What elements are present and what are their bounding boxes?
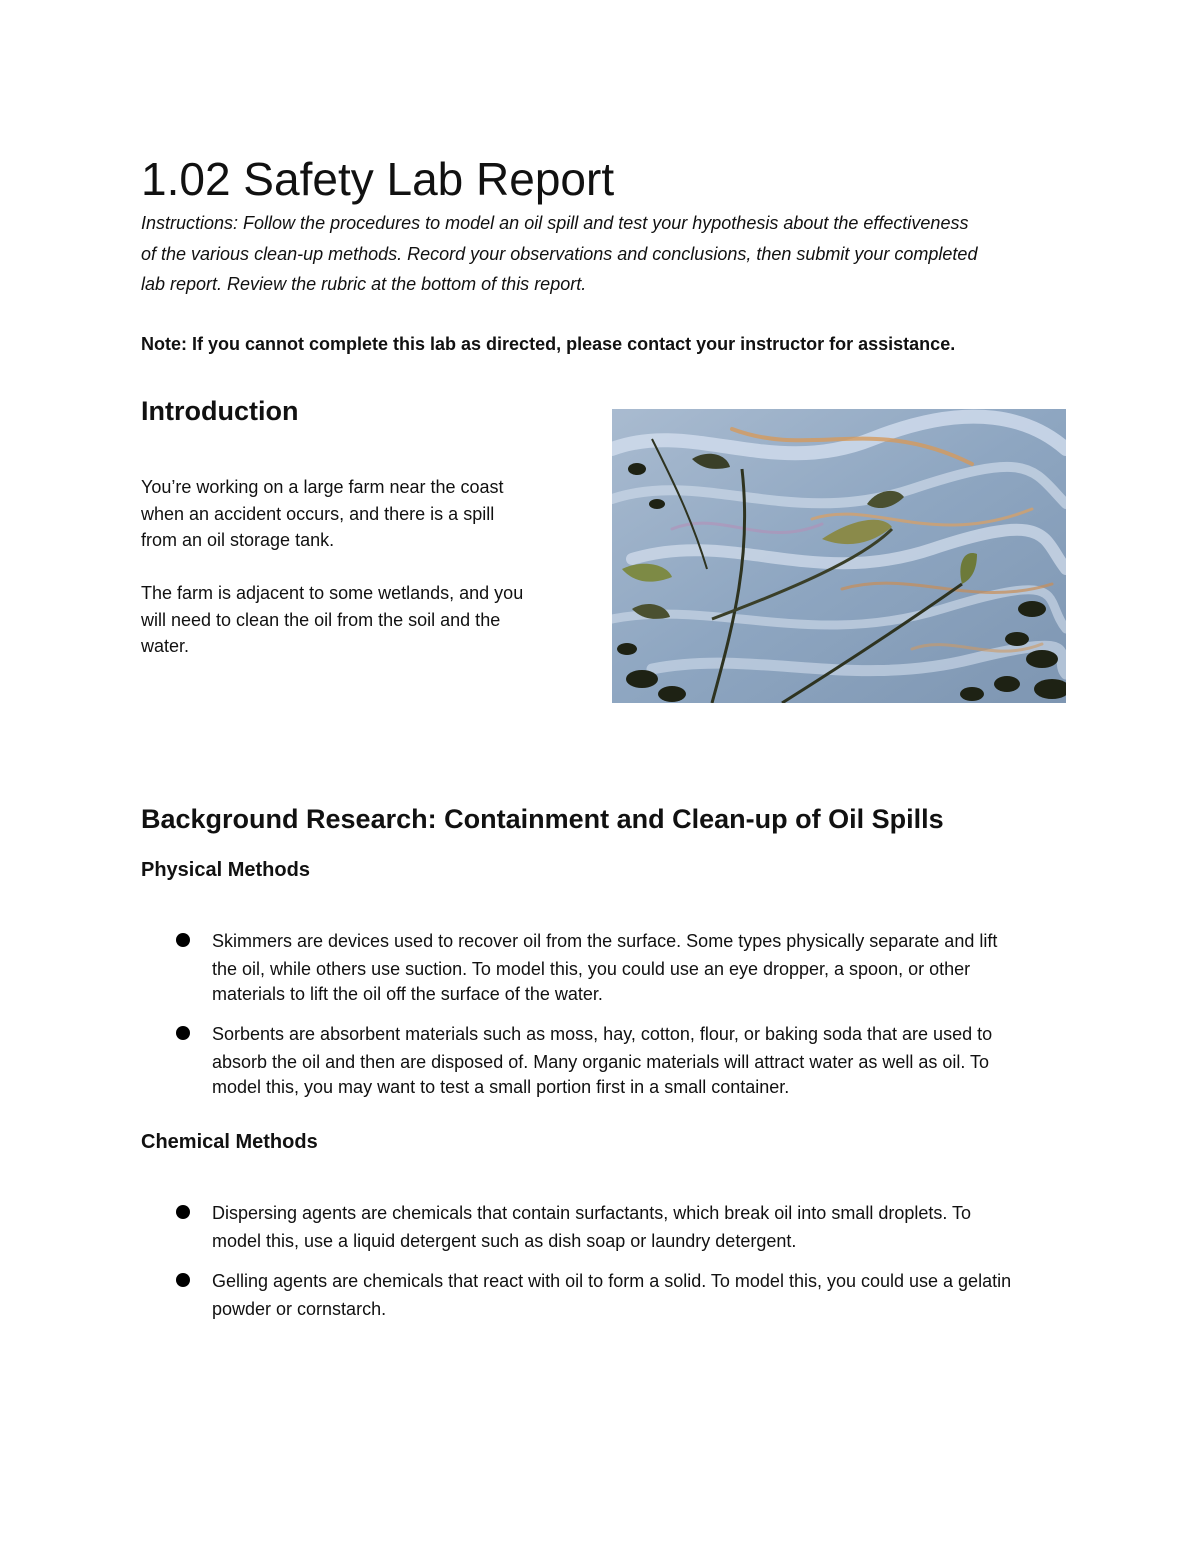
oil-spill-photo (612, 409, 1066, 703)
instructions-text (141, 208, 1071, 300)
intro-line: will need to clean the oil from the soil and the (141, 609, 501, 630)
instructions-line: lab report. Review the rubric at the bottom of this report. (141, 274, 587, 294)
instructions-line: Instructions: Follow the procedures to model an oil spill and test your hypothesis about the effectiveness (141, 213, 969, 233)
document-title: 1.02 Safety Lab Report (141, 153, 615, 205)
physical-methods-heading: Physical Methods (141, 859, 310, 881)
intro-line: You’re working on a large farm near the coast (141, 477, 504, 497)
intro-line: The farm is adjacent to some wetlands, and you (141, 583, 524, 603)
list-item-line: Skimmers are devices used to recover oil from the surface. Some types physically separate and lift (212, 931, 998, 951)
bullet-icon (176, 1273, 190, 1287)
bullet-icon (176, 1026, 190, 1040)
intro-line: water. (141, 636, 190, 656)
assistance-note: Note: If you cannot complete this lab as directed, please contact your instructor for assistance. (141, 334, 956, 354)
list-item-line: absorb the oil and then are disposed of. Many organic materials will attract water as well as oil. To (212, 1052, 990, 1072)
background-heading: Background Research: Containment and Clean-up of Oil Spills (141, 804, 944, 834)
list-item-text (212, 1197, 1062, 1254)
intro-line: from an oil storage tank. (141, 530, 335, 550)
list-item-line: powder or cornstarch. (212, 1299, 387, 1319)
list-item-line: Dispersing agents are chemicals that contain surfactants, which break oil into small droplets. To (212, 1203, 972, 1223)
introduction-paragraph (141, 474, 571, 554)
list-item-text (212, 925, 1062, 1007)
list-item-line: the oil, while others use suction. To model this, you could use an eye dropper, a spoon, or other (212, 959, 971, 979)
chemical-methods-heading: Chemical Methods (141, 1131, 318, 1153)
list-item-line: materials to lift the oil off the surface of the water. (212, 984, 603, 1004)
bullet-icon (176, 1205, 190, 1219)
list-item-line: model this, use a liquid detergent such as dish soap or laundry detergent. (212, 1231, 797, 1251)
instructions-line: of the various clean-up methods. Record your observations and conclusions, then submit your completed (141, 243, 978, 264)
introduction-paragraph (141, 580, 571, 660)
list-item-text (212, 1018, 1062, 1100)
oil-spill-illustration (612, 409, 1066, 703)
list-item-text (212, 1265, 1062, 1322)
introduction-heading: Introduction (141, 396, 299, 426)
list-item-line: Sorbents are absorbent materials such as moss, hay, cotton, flour, or baking soda that are used to (212, 1024, 993, 1044)
list-item-line: model this, you may want to test a small portion first in a small container. (212, 1077, 790, 1097)
bullet-icon (176, 933, 190, 947)
intro-line: when an accident occurs, and there is a spill (141, 503, 495, 524)
list-item-line: Gelling agents are chemicals that react with oil to form a solid. To model this, you could use a gelatin (212, 1271, 1012, 1291)
